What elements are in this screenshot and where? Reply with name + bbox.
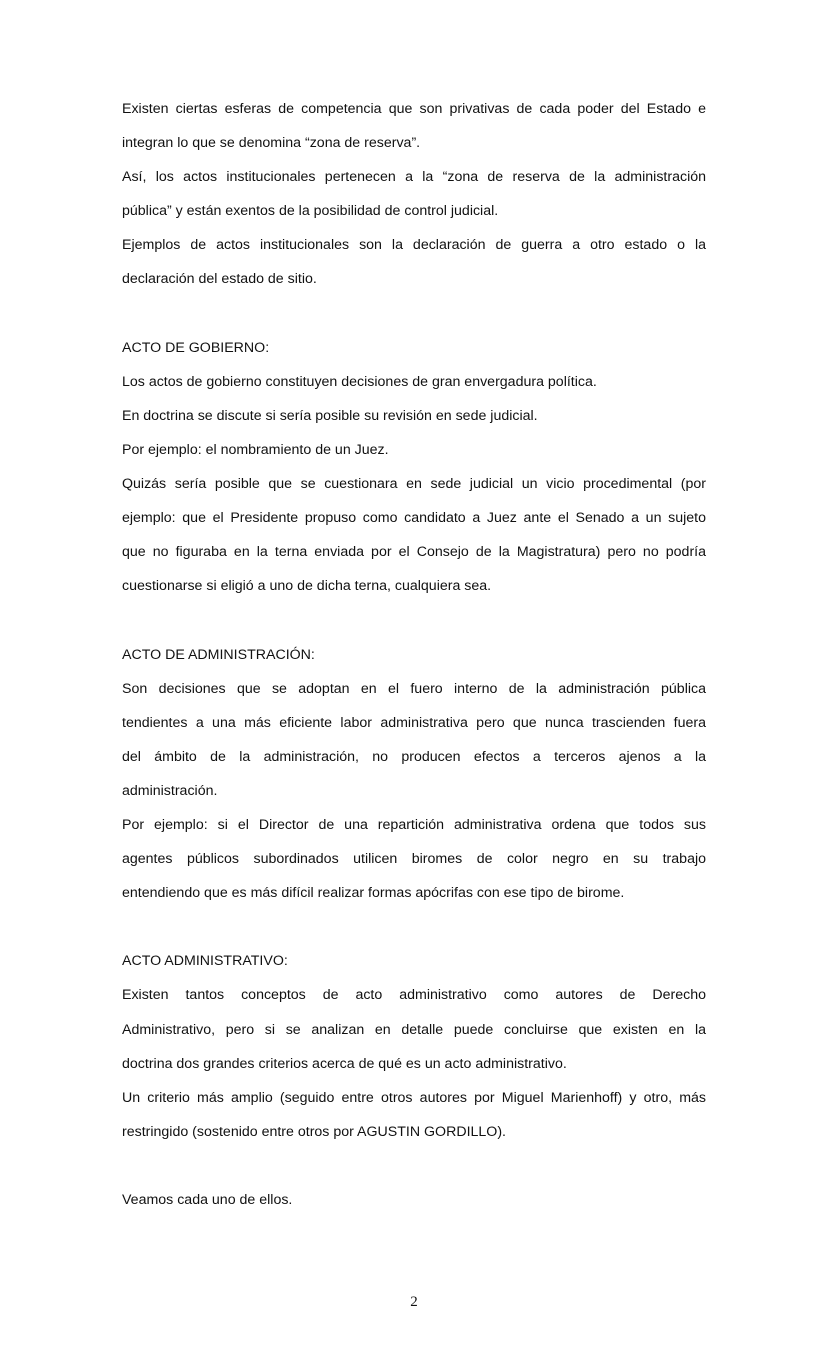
- text-line: tendientes a una más eficiente labor administrativa pero que nunca trascienden fuera: [122, 714, 706, 731]
- text-line: integran lo que se denomina “zona de reserva”.: [122, 135, 421, 152]
- text-line: entendiendo que es más difícil realizar formas apócrifas con ese tipo de birome.: [122, 885, 625, 902]
- text-line: En doctrina se discute si sería posible su revisión en sede judicial.: [122, 407, 538, 424]
- text-line: Existen tantos conceptos de acto administrativo como autores de Derecho: [122, 987, 706, 1004]
- text-line: pública” y están exentos de la posibilidad de control judicial.: [122, 203, 499, 220]
- section-heading: ACTO ADMINISTRATIVO:: [122, 953, 288, 970]
- text-line: doctrina dos grandes criterios acerca de qué es un acto administrativo.: [122, 1055, 567, 1072]
- text-line: Por ejemplo: si el Director de una repartición administrativa ordena que todos sus: [122, 816, 706, 833]
- text-line: ejemplo: que el Presidente propuso como candidato a Juez ante el Senado a un sujeto: [122, 510, 706, 527]
- text-line: Por ejemplo: el nombramiento de un Juez.: [122, 441, 389, 458]
- section-acto-de-administracion: [122, 638, 706, 911]
- section-acto-de-gobierno: [122, 331, 706, 604]
- text-line: agentes públicos subordinados utilicen biromes de color negro en su trabajo: [122, 851, 706, 868]
- text-line: Quizás sería posible que se cuestionara en sede judicial un vicio procedimental (por: [122, 476, 706, 493]
- section-heading: ACTO DE ADMINISTRACIÓN:: [122, 646, 315, 663]
- text-line: Un criterio más amplio (seguido entre otros autores por Miguel Marienhoff) y otro, más: [122, 1089, 706, 1106]
- text-line: restringido (sostenido entre otros por AGUSTIN GORDILLO).: [122, 1123, 506, 1140]
- text-line: Los actos de gobierno constituyen decisiones de gran envergadura política.: [122, 373, 597, 390]
- text-line: del ámbito de la administración, no producen efectos a terceros ajenos a la: [122, 748, 706, 765]
- section-acto-administrativo: [122, 944, 706, 1149]
- text-line: declaración del estado de sitio.: [122, 271, 317, 288]
- page-number: 2: [410, 1294, 418, 1310]
- text-line: Existen ciertas esferas de competencia que son privativas de cada poder del Estado e: [122, 101, 706, 117]
- text-line: Así, los actos institucionales pertenecen a la “zona de reserva de la administración: [122, 169, 706, 186]
- intro-paragraph: [122, 92, 706, 297]
- text-line: Administrativo, pero si se analizan en detalle puede concluirse que existen en la: [122, 1021, 706, 1038]
- section-heading: ACTO DE GOBIERNO:: [122, 339, 270, 356]
- document-body: [122, 92, 706, 1217]
- text-line: Son decisiones que se adoptan en el fuero interno de la administración pública: [122, 680, 706, 697]
- text-line: administración.: [122, 782, 218, 799]
- text-line: cuestionarse si eligió a uno de dicha terna, cualquiera sea.: [122, 578, 492, 595]
- closing-line: Veamos cada uno de ellos.: [122, 1192, 293, 1208]
- text-line: que no figuraba en la terna enviada por el Consejo de la Magistratura) pero no podría: [122, 544, 706, 561]
- text-line: Ejemplos de actos institucionales son la declaración de guerra a otro estado o la: [122, 237, 706, 254]
